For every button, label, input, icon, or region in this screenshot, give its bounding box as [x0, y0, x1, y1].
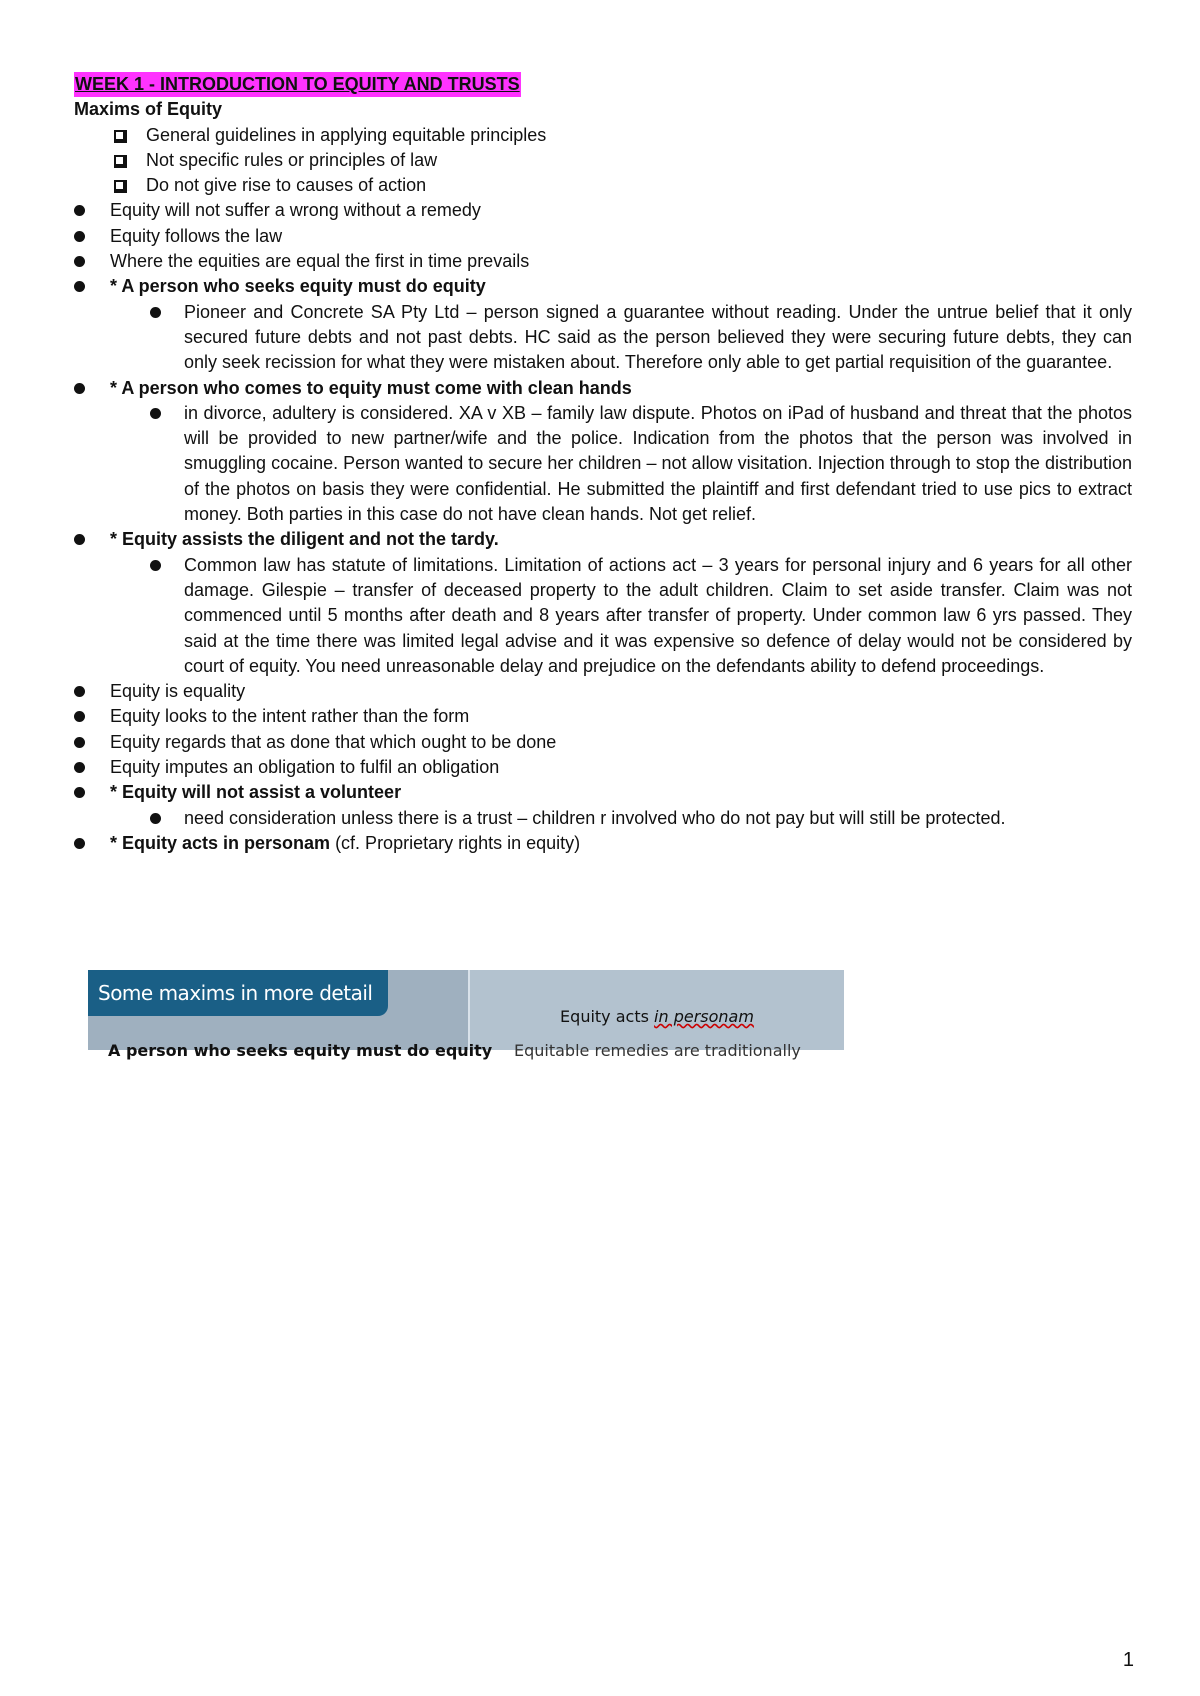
maxim-item: Equity looks to the intent rather than the form — [74, 704, 1132, 729]
bullet-icon — [74, 704, 85, 729]
checklist-item: Do not give rise to causes of action — [74, 173, 1132, 198]
maxim-item: Equity follows the law — [74, 224, 1132, 249]
bullet-icon — [74, 730, 85, 755]
slide-right-cut-text: Equitable remedies are traditionally — [514, 1041, 801, 1060]
bullet-icon — [150, 553, 161, 578]
maxim-item: * Equity assists the diligent and not the tardy. — [74, 527, 1132, 552]
maxim-subitem: in divorce, adultery is considered. XA v XB – family law dispute. Photos on iPad of husband and threat that the photos will be provided to new partner/wife and the police. Indication from the photos that the person was involved in smuggling cocaine. Person wanted to secure her children – not allow visitation. Injection through to stop the distribution of the photos on basis they were confidential. He submitted the plaintiff and first defendant tried to use pics to extract money. Both parties in this case do not have clean hands. Not get relief. — [74, 401, 1132, 527]
maxim-subitem: Common law has statute of limitations. Limitation of actions act – 3 years for personal injury and 6 years for all other damage. Gilespie – transfer of deceased property to the adult children. Claim to set aside transfer. Claim was not commenced until 5 months after death and 8 years after transfer of property. Under common law 6 yrs passed. They said at the time there was limited legal advise and it was expensive so defence of delay would not be considered by court of equity. You need unreasonable delay and prejudice on the defendants ability to defend proceedings. — [74, 553, 1132, 679]
page-number: 1 — [1122, 1649, 1134, 1671]
slide-left-cut-text: A person who seeks equity must do equity — [108, 1041, 493, 1060]
checkbox-bullet-icon — [114, 123, 125, 148]
bullet-icon — [74, 679, 85, 704]
bullet-icon — [74, 831, 85, 856]
maxim-item: Equity is equality — [74, 679, 1132, 704]
bullet-icon — [74, 376, 85, 401]
maxim-subitem: Pioneer and Concrete SA Pty Ltd – person signed a guarantee without reading. Under the untrue belief that it only secured future debts and not past debts. HC said as the person believed they were securing future debts, they can only seek recission for what they were mistaken about. Therefore only able to get partial requisition of the guarantee. — [74, 300, 1132, 376]
document-page — [74, 72, 1132, 856]
maxim-item: Equity imputes an obligation to fulfil an obligation — [74, 755, 1132, 780]
checklist-item: Not specific rules or principles of law — [74, 148, 1132, 173]
embedded-slide-image — [88, 970, 844, 1060]
checkbox-bullet-icon — [114, 173, 125, 198]
document-title-row — [74, 72, 1132, 97]
checklist-item: General guidelines in applying equitable principles — [74, 123, 1132, 148]
maxim-item: Equity will not suffer a wrong without a remedy — [74, 198, 1132, 223]
bullet-icon — [74, 527, 85, 552]
bullet-icon — [150, 401, 161, 426]
maxim-subitem: need consideration unless there is a trust – children r involved who do not pay but will still be protected. — [74, 806, 1132, 831]
maxim-item: * Equity will not assist a volunteer — [74, 780, 1132, 805]
section-heading: Maxims of Equity — [74, 99, 223, 120]
maxim-item: * Equity acts in personam (cf. Proprietary rights in equity) — [74, 831, 1132, 856]
document-title: WEEK 1 - INTRODUCTION TO EQUITY AND TRUSTS — [74, 72, 521, 97]
bullet-icon — [74, 780, 85, 805]
bullet-icon — [150, 806, 161, 831]
bullet-icon — [74, 198, 85, 223]
maxim-item: * A person who seeks equity must do equity — [74, 274, 1132, 299]
maxim-item: * A person who comes to equity must come with clean hands — [74, 376, 1132, 401]
bullet-icon — [150, 300, 161, 325]
bullet-icon — [74, 755, 85, 780]
slide-tab-title: Some maxims in more detail — [88, 970, 388, 1016]
slide-right-column-title: Equity acts in personam — [560, 1007, 754, 1026]
bullet-icon — [74, 274, 85, 299]
checkbox-bullet-icon — [114, 148, 125, 173]
bullet-icon — [74, 249, 85, 274]
bullet-icon — [74, 224, 85, 249]
maxim-item: Where the equities are equal the first in time prevails — [74, 249, 1132, 274]
maxim-item: Equity regards that as done that which ought to be done — [74, 730, 1132, 755]
